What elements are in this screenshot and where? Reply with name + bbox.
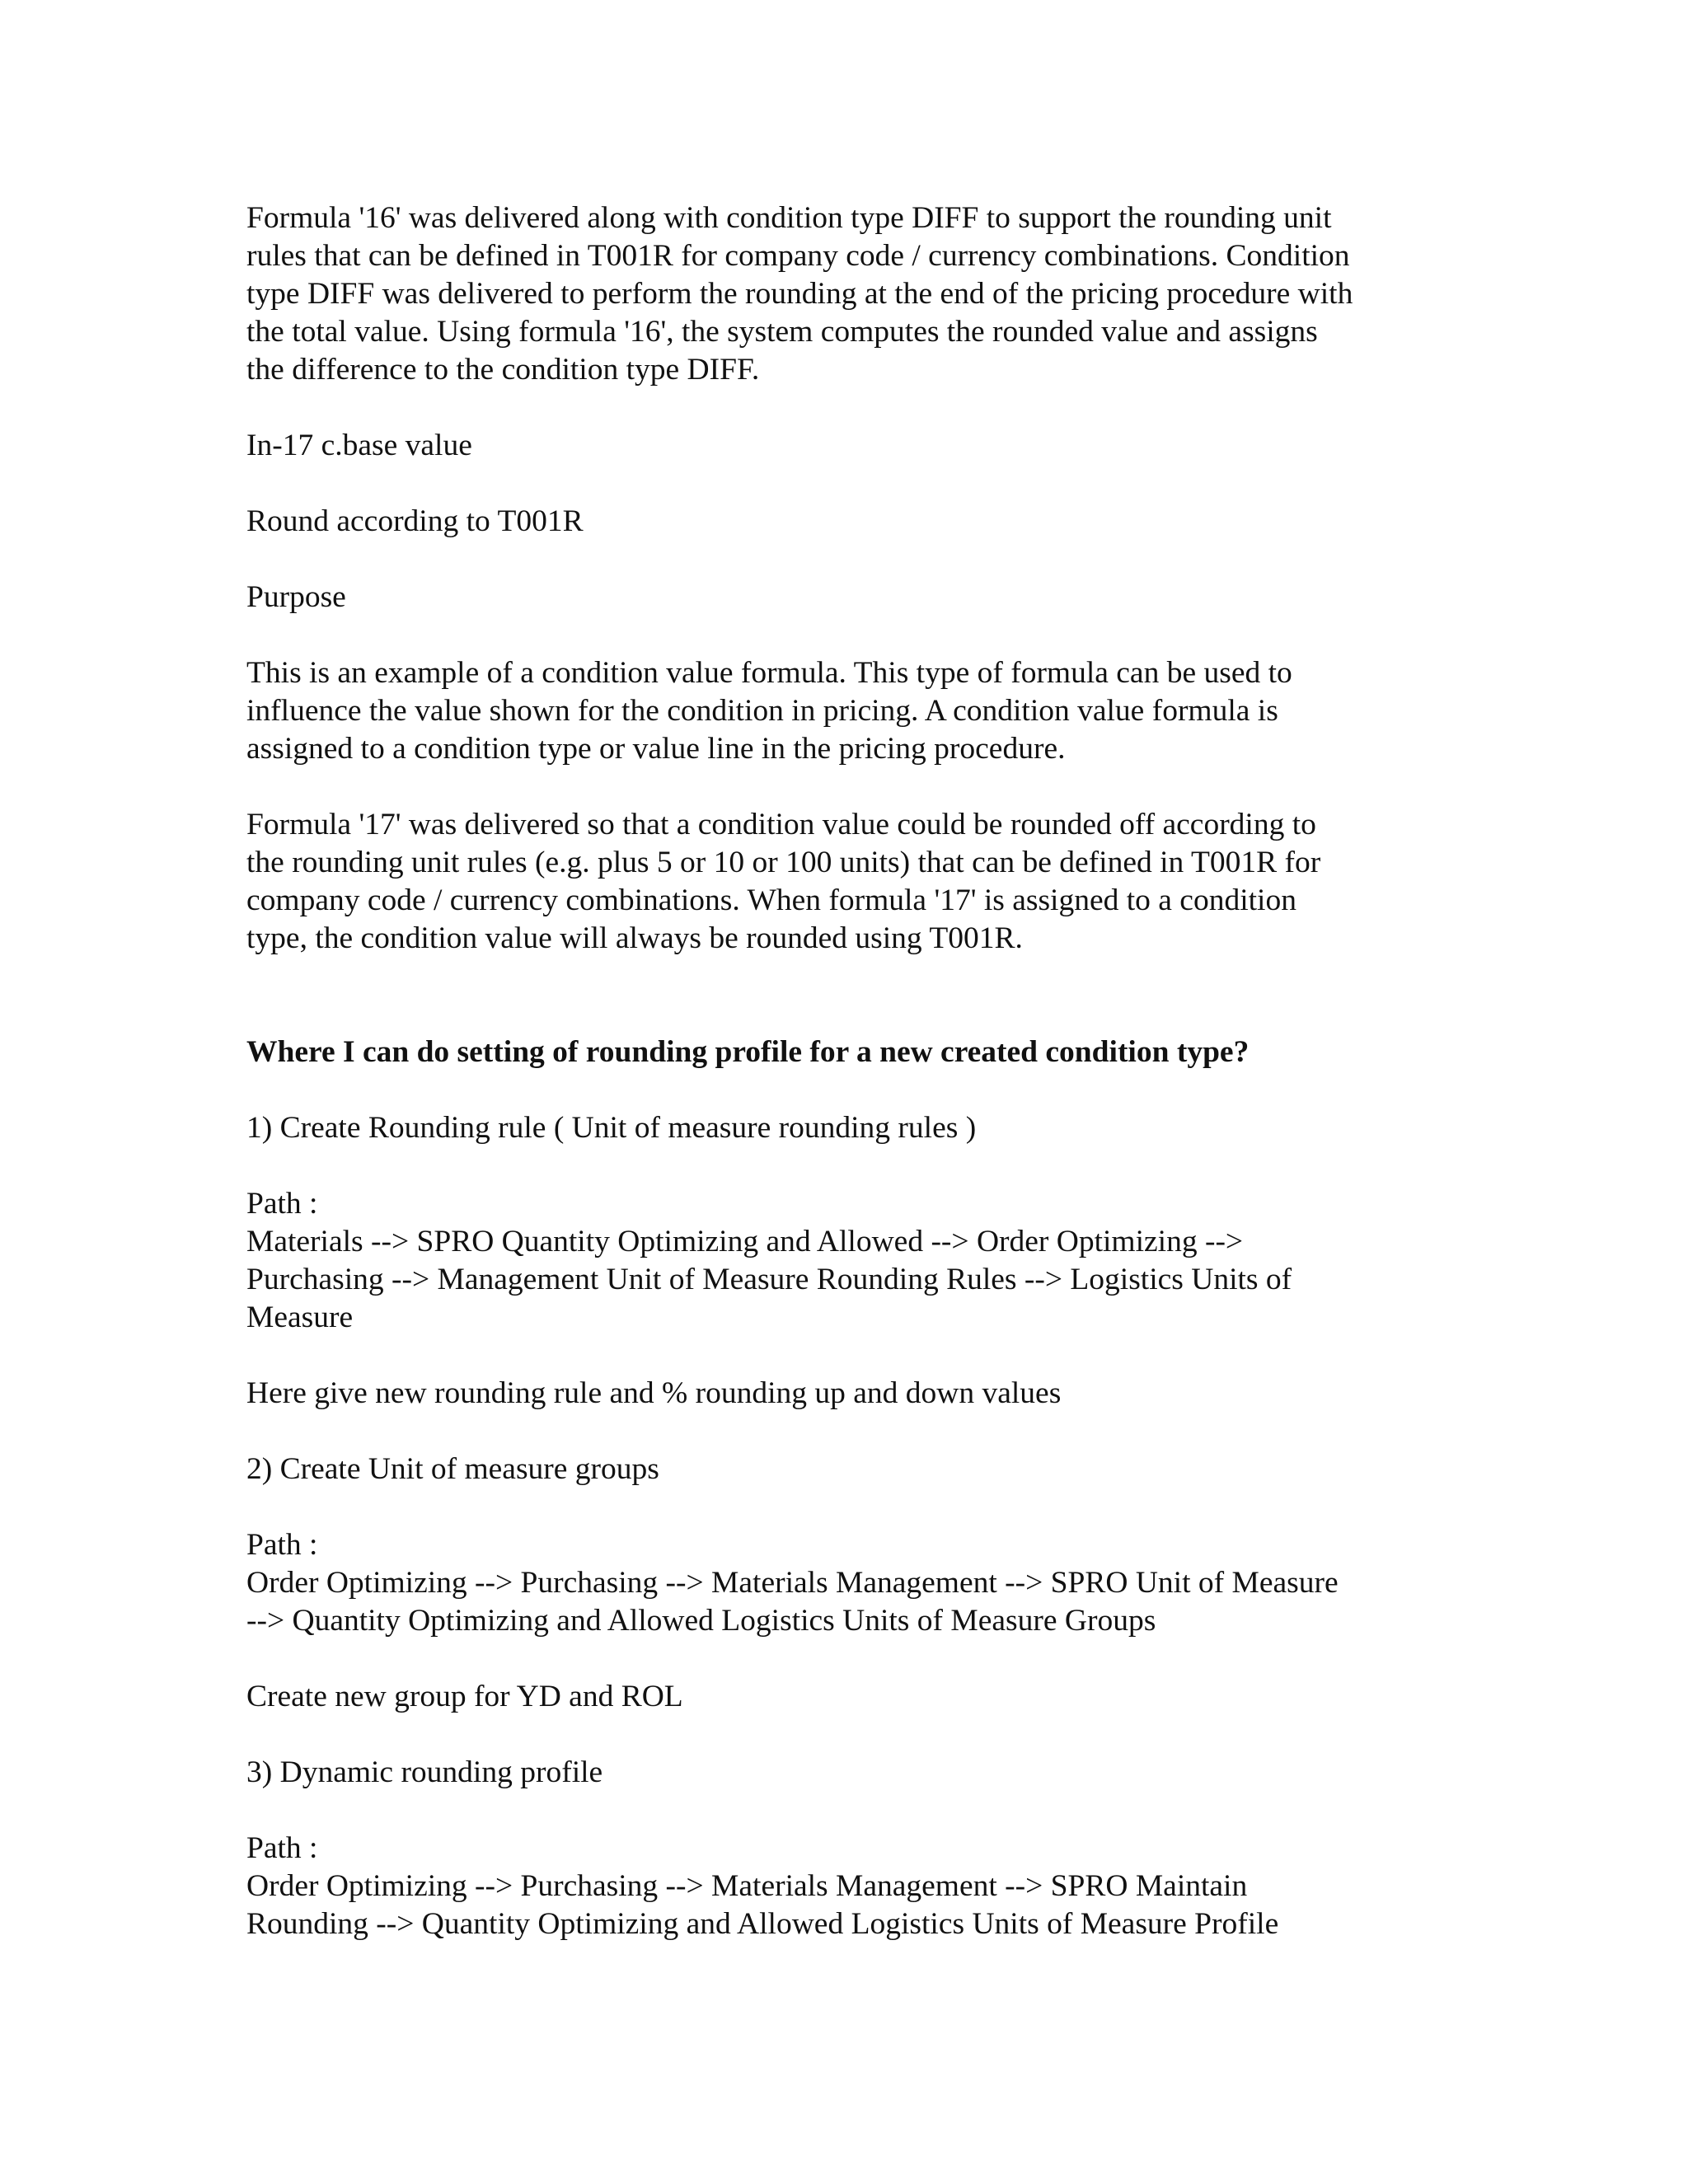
text-line: the total value. Using formula '16', the system computes the rounded value and assigns: [246, 315, 1318, 349]
text-line: the difference to the condition type DIFF.: [246, 353, 760, 387]
paragraph-purpose: [246, 654, 1458, 768]
step2-title: 2) Create Unit of measure groups: [246, 1452, 659, 1486]
path-label: Path :: [246, 1831, 318, 1865]
document-body: [246, 199, 1458, 1981]
path-line: --> Quantity Optimizing and Allowed Logistics Units of Measure Groups: [246, 1604, 1156, 1638]
text-line: assigned to a condition type or value line in the pricing procedure.: [246, 732, 1066, 766]
text-line: rules that can be defined in T001R for company code / currency combinations. Condition: [246, 239, 1350, 273]
text-line: influence the value shown for the condition in pricing. A condition value formula is: [246, 694, 1278, 728]
path-label: Path :: [246, 1187, 318, 1221]
step1-path: [246, 1185, 1458, 1337]
step1-title: 1) Create Rounding rule ( Unit of measure rounding rules ): [246, 1111, 977, 1145]
text-line: type, the condition value will always be rounded using T001R.: [246, 921, 1023, 955]
text-line: company code / currency combinations. When formula '17' is assigned to a condition: [246, 883, 1296, 917]
path-line: Purchasing --> Management Unit of Measure Rounding Rules --> Logistics Units of: [246, 1263, 1292, 1296]
step3-path: [246, 1830, 1458, 1943]
line-in17-base-value: In-17 c.base value: [246, 429, 472, 462]
heading-purpose: Purpose: [246, 580, 346, 614]
paragraph-formula-16: [246, 199, 1458, 389]
path-line: Order Optimizing --> Purchasing --> Materials Management --> SPRO Maintain: [246, 1869, 1248, 1903]
question-heading: Where I can do setting of rounding profile for a new created condition type?: [246, 1035, 1250, 1069]
text-line: This is an example of a condition value formula. This type of formula can be used to: [246, 656, 1292, 690]
path-line: Rounding --> Quantity Optimizing and Allowed Logistics Units of Measure Profile: [246, 1907, 1279, 1941]
path-line: Order Optimizing --> Purchasing --> Materials Management --> SPRO Unit of Measure: [246, 1566, 1339, 1600]
step3-title: 3) Dynamic rounding profile: [246, 1755, 603, 1789]
step2-note: Create new group for YD and ROL: [246, 1680, 683, 1713]
text-line: type DIFF was delivered to perform the rounding at the end of the pricing procedure with: [246, 277, 1353, 311]
line-round-according: Round according to T001R: [246, 504, 584, 538]
path-line: Materials --> SPRO Quantity Optimizing and Allowed --> Order Optimizing -->: [246, 1225, 1244, 1258]
step1-note: Here give new rounding rule and % rounding up and down values: [246, 1376, 1062, 1410]
path-label: Path :: [246, 1528, 318, 1562]
paragraph-formula-17: [246, 806, 1458, 958]
step2-path: [246, 1526, 1458, 1640]
path-line: Measure: [246, 1301, 354, 1334]
text-line: Formula '17' was delivered so that a condition value could be rounded off according to: [246, 808, 1316, 841]
text-line: Formula '16' was delivered along with condition type DIFF to support the rounding unit: [246, 201, 1332, 235]
text-line: the rounding unit rules (e.g. plus 5 or 10 or 100 units) that can be defined in T001R for: [246, 846, 1321, 879]
